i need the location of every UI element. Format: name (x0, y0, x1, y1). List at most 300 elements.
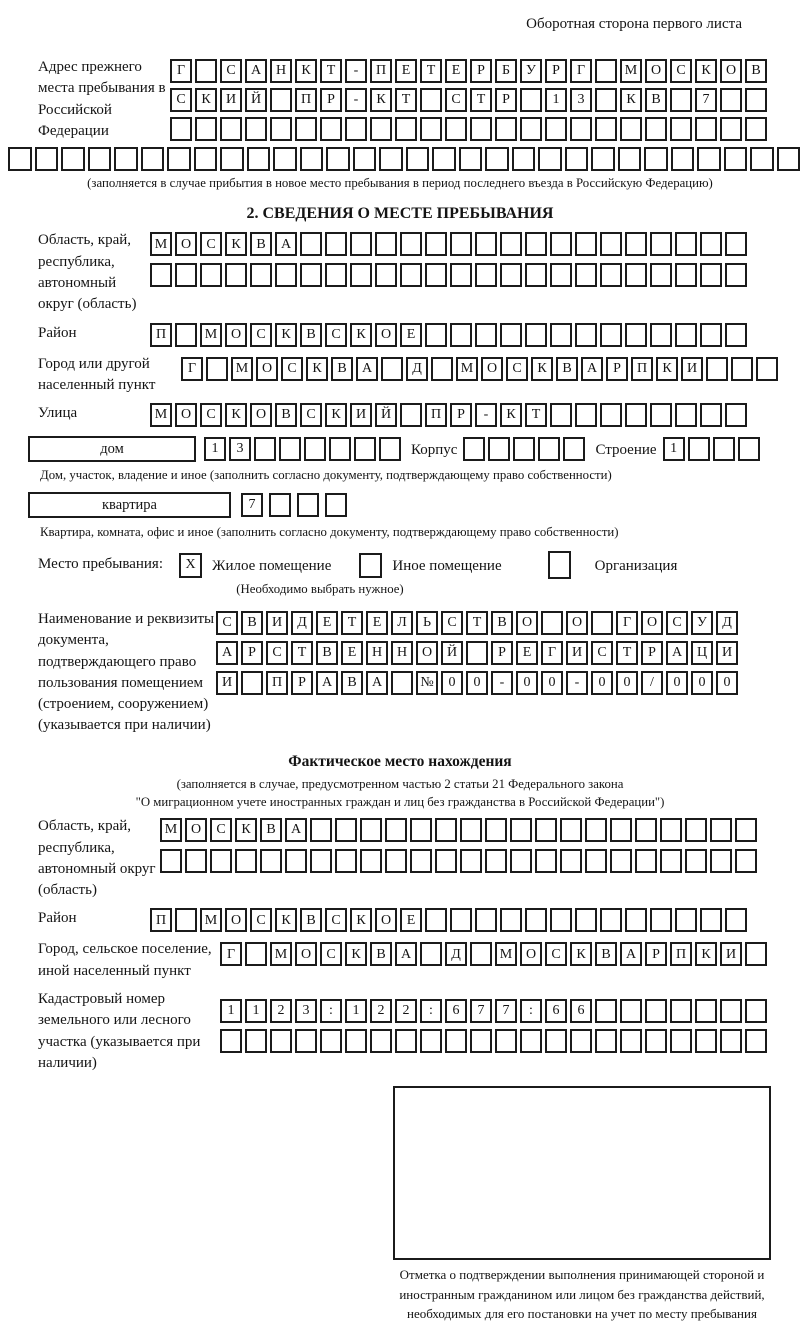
char-cell[interactable] (435, 818, 457, 842)
char-cell[interactable]: - (345, 59, 367, 83)
char-cell[interactable]: Г (541, 641, 563, 665)
char-cell[interactable]: О (175, 403, 197, 427)
char-cell[interactable]: С (300, 403, 322, 427)
char-cell[interactable] (485, 147, 509, 171)
char-cell[interactable]: К (695, 942, 717, 966)
char-cell[interactable]: Т (470, 88, 492, 112)
char-cell[interactable] (600, 263, 622, 287)
char-cell[interactable] (450, 263, 472, 287)
char-cell[interactable]: Л (391, 611, 413, 635)
char-cell[interactable] (620, 999, 642, 1023)
char-cell[interactable] (350, 263, 372, 287)
char-cell[interactable]: С (250, 908, 272, 932)
char-cell[interactable]: Р (645, 942, 667, 966)
char-cell[interactable]: К (195, 88, 217, 112)
char-cell[interactable] (335, 818, 357, 842)
char-cell[interactable] (660, 849, 682, 873)
char-cell[interactable] (141, 147, 165, 171)
char-cell[interactable]: К (531, 357, 553, 381)
char-cell[interactable] (485, 818, 507, 842)
char-cell[interactable] (650, 232, 672, 256)
char-cell[interactable] (745, 999, 767, 1023)
char-cell[interactable] (625, 263, 647, 287)
char-cell[interactable]: Р (450, 403, 472, 427)
char-cell[interactable]: В (316, 641, 338, 665)
char-cell[interactable]: Б (495, 59, 517, 83)
char-cell[interactable] (406, 147, 430, 171)
char-cell[interactable] (700, 263, 722, 287)
char-cell[interactable] (354, 437, 376, 461)
char-cell[interactable]: П (425, 403, 447, 427)
char-cell[interactable]: 2 (270, 999, 292, 1023)
char-cell[interactable]: К (225, 232, 247, 256)
char-cell[interactable]: И (220, 88, 242, 112)
char-cell[interactable]: М (150, 232, 172, 256)
char-cell[interactable]: О (416, 641, 438, 665)
char-cell[interactable] (625, 232, 647, 256)
char-cell[interactable] (445, 1029, 467, 1053)
char-cell[interactable]: К (306, 357, 328, 381)
char-cell[interactable] (695, 1029, 717, 1053)
char-cell[interactable]: О (481, 357, 503, 381)
char-cell[interactable] (375, 263, 397, 287)
char-cell[interactable]: Н (366, 641, 388, 665)
char-cell[interactable]: К (295, 59, 317, 83)
char-cell[interactable]: Е (366, 611, 388, 635)
char-cell[interactable] (167, 147, 191, 171)
char-cell[interactable] (495, 117, 517, 141)
char-cell[interactable]: А (581, 357, 603, 381)
char-cell[interactable]: Г (570, 59, 592, 83)
char-cell[interactable] (254, 437, 276, 461)
char-cell[interactable] (625, 403, 647, 427)
char-cell[interactable]: К (350, 323, 372, 347)
char-cell[interactable] (431, 357, 453, 381)
char-cell[interactable]: В (275, 403, 297, 427)
char-cell[interactable]: Е (445, 59, 467, 83)
char-cell[interactable]: А (366, 671, 388, 695)
char-cell[interactable] (675, 908, 697, 932)
char-cell[interactable] (725, 908, 747, 932)
char-cell[interactable]: О (295, 942, 317, 966)
char-cell[interactable]: К (370, 88, 392, 112)
char-cell[interactable] (270, 1029, 292, 1053)
char-cell[interactable] (420, 88, 442, 112)
char-cell[interactable] (720, 117, 742, 141)
char-cell[interactable] (326, 147, 350, 171)
char-cell[interactable] (575, 908, 597, 932)
char-cell[interactable] (325, 263, 347, 287)
char-cell[interactable]: Д (291, 611, 313, 635)
char-cell[interactable]: 1 (545, 88, 567, 112)
char-cell[interactable] (675, 263, 697, 287)
char-cell[interactable]: 0 (616, 671, 638, 695)
char-cell[interactable]: И (266, 611, 288, 635)
char-cell[interactable] (675, 232, 697, 256)
char-cell[interactable]: И (681, 357, 703, 381)
char-cell[interactable] (563, 437, 585, 461)
char-cell[interactable] (510, 849, 532, 873)
char-cell[interactable]: 2 (395, 999, 417, 1023)
char-cell[interactable] (247, 147, 271, 171)
char-cell[interactable]: М (270, 942, 292, 966)
char-cell[interactable] (500, 232, 522, 256)
char-cell[interactable] (420, 1029, 442, 1053)
char-cell[interactable] (510, 818, 532, 842)
stay-option-residential-checkbox[interactable]: X (179, 553, 202, 578)
char-cell[interactable] (220, 147, 244, 171)
char-cell[interactable]: Р (491, 641, 513, 665)
char-cell[interactable] (250, 263, 272, 287)
char-cell[interactable]: С (216, 611, 238, 635)
char-cell[interactable]: А (356, 357, 378, 381)
char-cell[interactable] (485, 849, 507, 873)
char-cell[interactable] (570, 1029, 592, 1053)
char-cell[interactable]: К (325, 403, 347, 427)
char-cell[interactable] (360, 818, 382, 842)
char-cell[interactable] (670, 1029, 692, 1053)
char-cell[interactable] (245, 942, 267, 966)
char-cell[interactable] (541, 611, 563, 635)
char-cell[interactable] (645, 1029, 667, 1053)
char-cell[interactable] (500, 323, 522, 347)
char-cell[interactable]: К (225, 403, 247, 427)
char-cell[interactable]: Й (441, 641, 463, 665)
char-cell[interactable] (475, 323, 497, 347)
char-cell[interactable] (575, 403, 597, 427)
char-cell[interactable]: С (506, 357, 528, 381)
char-cell[interactable] (325, 232, 347, 256)
char-cell[interactable] (700, 232, 722, 256)
char-cell[interactable] (725, 263, 747, 287)
char-cell[interactable] (575, 232, 597, 256)
char-cell[interactable] (650, 908, 672, 932)
char-cell[interactable]: В (241, 611, 263, 635)
char-cell[interactable] (710, 818, 732, 842)
char-cell[interactable]: 6 (570, 999, 592, 1023)
char-cell[interactable] (329, 437, 351, 461)
char-cell[interactable] (550, 403, 572, 427)
char-cell[interactable] (260, 849, 282, 873)
char-cell[interactable]: В (331, 357, 353, 381)
char-cell[interactable]: О (175, 232, 197, 256)
char-cell[interactable] (565, 147, 589, 171)
char-cell[interactable] (745, 88, 767, 112)
char-cell[interactable]: О (641, 611, 663, 635)
char-cell[interactable]: - (345, 88, 367, 112)
char-cell[interactable] (520, 88, 542, 112)
char-cell[interactable] (466, 641, 488, 665)
char-cell[interactable] (685, 849, 707, 873)
char-cell[interactable] (725, 403, 747, 427)
char-cell[interactable]: К (350, 908, 372, 932)
char-cell[interactable] (675, 323, 697, 347)
char-cell[interactable]: М (150, 403, 172, 427)
char-cell[interactable] (350, 232, 372, 256)
char-cell[interactable]: С (545, 942, 567, 966)
char-cell[interactable]: М (160, 818, 182, 842)
char-cell[interactable] (500, 908, 522, 932)
char-cell[interactable]: В (595, 942, 617, 966)
char-cell[interactable]: М (495, 942, 517, 966)
char-cell[interactable] (670, 117, 692, 141)
char-cell[interactable] (304, 437, 326, 461)
char-cell[interactable] (245, 117, 267, 141)
char-cell[interactable] (425, 323, 447, 347)
char-cell[interactable] (575, 263, 597, 287)
char-cell[interactable] (745, 942, 767, 966)
char-cell[interactable] (710, 849, 732, 873)
char-cell[interactable]: Т (616, 641, 638, 665)
char-cell[interactable]: 1 (663, 437, 685, 461)
char-cell[interactable]: 3 (570, 88, 592, 112)
char-cell[interactable] (600, 232, 622, 256)
char-cell[interactable]: Т (466, 611, 488, 635)
char-cell[interactable] (279, 437, 301, 461)
char-cell[interactable] (750, 147, 774, 171)
char-cell[interactable]: 6 (545, 999, 567, 1023)
char-cell[interactable] (512, 147, 536, 171)
char-cell[interactable] (445, 117, 467, 141)
char-cell[interactable]: С (200, 403, 222, 427)
char-cell[interactable] (500, 263, 522, 287)
char-cell[interactable]: 7 (470, 999, 492, 1023)
char-cell[interactable]: Т (420, 59, 442, 83)
char-cell[interactable]: С (210, 818, 232, 842)
char-cell[interactable]: О (225, 323, 247, 347)
char-cell[interactable] (697, 147, 721, 171)
char-cell[interactable] (650, 323, 672, 347)
char-cell[interactable]: Т (395, 88, 417, 112)
char-cell[interactable]: 1 (245, 999, 267, 1023)
char-cell[interactable] (200, 263, 222, 287)
char-cell[interactable]: М (200, 323, 222, 347)
char-cell[interactable] (270, 88, 292, 112)
char-cell[interactable] (595, 1029, 617, 1053)
char-cell[interactable]: В (341, 671, 363, 695)
char-cell[interactable]: Й (245, 88, 267, 112)
char-cell[interactable] (195, 59, 217, 83)
char-cell[interactable]: Т (341, 611, 363, 635)
char-cell[interactable]: С (325, 908, 347, 932)
char-cell[interactable] (595, 999, 617, 1023)
char-cell[interactable] (545, 1029, 567, 1053)
char-cell[interactable]: 0 (516, 671, 538, 695)
char-cell[interactable]: - (475, 403, 497, 427)
char-cell[interactable] (745, 1029, 767, 1053)
char-cell[interactable]: О (256, 357, 278, 381)
char-cell[interactable] (270, 117, 292, 141)
char-cell[interactable]: 1 (345, 999, 367, 1023)
char-cell[interactable] (353, 147, 377, 171)
char-cell[interactable] (420, 942, 442, 966)
char-cell[interactable] (713, 437, 735, 461)
char-cell[interactable] (545, 117, 567, 141)
char-cell[interactable] (375, 232, 397, 256)
char-cell[interactable]: Е (516, 641, 538, 665)
char-cell[interactable] (731, 357, 753, 381)
char-cell[interactable] (670, 88, 692, 112)
char-cell[interactable]: С (266, 641, 288, 665)
char-cell[interactable] (738, 437, 760, 461)
char-cell[interactable]: К (500, 403, 522, 427)
char-cell[interactable] (150, 263, 172, 287)
char-cell[interactable]: П (370, 59, 392, 83)
char-cell[interactable] (425, 263, 447, 287)
char-cell[interactable] (550, 232, 572, 256)
char-cell[interactable] (295, 1029, 317, 1053)
char-cell[interactable] (160, 849, 182, 873)
char-cell[interactable]: Г (616, 611, 638, 635)
char-cell[interactable] (345, 1029, 367, 1053)
char-cell[interactable]: И (716, 641, 738, 665)
char-cell[interactable] (335, 849, 357, 873)
char-cell[interactable]: 7 (695, 88, 717, 112)
char-cell[interactable] (645, 117, 667, 141)
char-cell[interactable] (470, 942, 492, 966)
char-cell[interactable] (570, 117, 592, 141)
char-cell[interactable] (700, 908, 722, 932)
char-cell[interactable] (470, 1029, 492, 1053)
char-cell[interactable] (273, 147, 297, 171)
char-cell[interactable]: К (235, 818, 257, 842)
char-cell[interactable]: А (395, 942, 417, 966)
char-cell[interactable]: С (220, 59, 242, 83)
char-cell[interactable] (185, 849, 207, 873)
char-cell[interactable] (410, 818, 432, 842)
char-cell[interactable] (475, 232, 497, 256)
char-cell[interactable]: Р (495, 88, 517, 112)
char-cell[interactable] (450, 232, 472, 256)
char-cell[interactable]: 0 (591, 671, 613, 695)
char-cell[interactable] (600, 323, 622, 347)
char-cell[interactable] (459, 147, 483, 171)
char-cell[interactable] (220, 117, 242, 141)
char-cell[interactable]: С (170, 88, 192, 112)
char-cell[interactable] (644, 147, 668, 171)
char-cell[interactable]: С (441, 611, 463, 635)
char-cell[interactable] (379, 437, 401, 461)
char-cell[interactable]: П (150, 908, 172, 932)
char-cell[interactable] (370, 117, 392, 141)
char-cell[interactable] (475, 263, 497, 287)
char-cell[interactable]: Т (320, 59, 342, 83)
char-cell[interactable] (370, 1029, 392, 1053)
char-cell[interactable]: А (275, 232, 297, 256)
char-cell[interactable] (114, 147, 138, 171)
char-cell[interactable] (460, 818, 482, 842)
char-cell[interactable] (650, 403, 672, 427)
char-cell[interactable]: М (620, 59, 642, 83)
char-cell[interactable] (420, 117, 442, 141)
char-cell[interactable]: А (216, 641, 238, 665)
char-cell[interactable]: : (420, 999, 442, 1023)
char-cell[interactable]: Г (170, 59, 192, 83)
char-cell[interactable] (595, 59, 617, 83)
char-cell[interactable]: Р (545, 59, 567, 83)
char-cell[interactable] (600, 403, 622, 427)
char-cell[interactable] (735, 818, 757, 842)
char-cell[interactable]: В (745, 59, 767, 83)
char-cell[interactable] (635, 849, 657, 873)
char-cell[interactable] (235, 849, 257, 873)
char-cell[interactable] (170, 117, 192, 141)
char-cell[interactable] (625, 323, 647, 347)
char-cell[interactable]: Н (270, 59, 292, 83)
char-cell[interactable] (550, 263, 572, 287)
char-cell[interactable] (300, 263, 322, 287)
char-cell[interactable]: : (320, 999, 342, 1023)
char-cell[interactable]: П (150, 323, 172, 347)
char-cell[interactable] (756, 357, 778, 381)
char-cell[interactable]: М (231, 357, 253, 381)
char-cell[interactable]: Р (641, 641, 663, 665)
char-cell[interactable]: К (695, 59, 717, 83)
char-cell[interactable]: У (691, 611, 713, 635)
char-cell[interactable]: Р (320, 88, 342, 112)
char-cell[interactable] (175, 323, 197, 347)
char-cell[interactable] (720, 999, 742, 1023)
char-cell[interactable]: Д (406, 357, 428, 381)
char-cell[interactable] (400, 403, 422, 427)
char-cell[interactable] (560, 818, 582, 842)
char-cell[interactable]: 7 (241, 493, 263, 517)
char-cell[interactable] (591, 147, 615, 171)
char-cell[interactable]: С (200, 232, 222, 256)
char-cell[interactable] (585, 849, 607, 873)
char-cell[interactable] (675, 403, 697, 427)
char-cell[interactable] (225, 263, 247, 287)
char-cell[interactable] (220, 1029, 242, 1053)
char-cell[interactable] (463, 437, 485, 461)
char-cell[interactable] (285, 849, 307, 873)
char-cell[interactable] (425, 232, 447, 256)
char-cell[interactable]: - (566, 671, 588, 695)
char-cell[interactable] (210, 849, 232, 873)
char-cell[interactable] (595, 117, 617, 141)
char-cell[interactable]: 0 (441, 671, 463, 695)
char-cell[interactable]: С (445, 88, 467, 112)
char-cell[interactable] (720, 1029, 742, 1053)
char-cell[interactable] (560, 849, 582, 873)
char-cell[interactable] (600, 908, 622, 932)
char-cell[interactable] (724, 147, 748, 171)
char-cell[interactable] (610, 849, 632, 873)
char-cell[interactable]: : (520, 999, 542, 1023)
char-cell[interactable] (645, 999, 667, 1023)
char-cell[interactable] (725, 323, 747, 347)
char-cell[interactable] (470, 117, 492, 141)
char-cell[interactable] (525, 263, 547, 287)
char-cell[interactable] (325, 493, 347, 517)
char-cell[interactable] (297, 493, 319, 517)
char-cell[interactable]: Р (606, 357, 628, 381)
char-cell[interactable]: Ц (691, 641, 713, 665)
char-cell[interactable] (475, 908, 497, 932)
char-cell[interactable] (195, 117, 217, 141)
char-cell[interactable]: О (720, 59, 742, 83)
char-cell[interactable] (269, 493, 291, 517)
char-cell[interactable] (460, 849, 482, 873)
char-cell[interactable]: Т (525, 403, 547, 427)
char-cell[interactable]: С (250, 323, 272, 347)
char-cell[interactable] (320, 1029, 342, 1053)
char-cell[interactable] (381, 357, 403, 381)
char-cell[interactable] (488, 437, 510, 461)
char-cell[interactable] (385, 818, 407, 842)
char-cell[interactable]: А (316, 671, 338, 695)
char-cell[interactable]: О (375, 323, 397, 347)
